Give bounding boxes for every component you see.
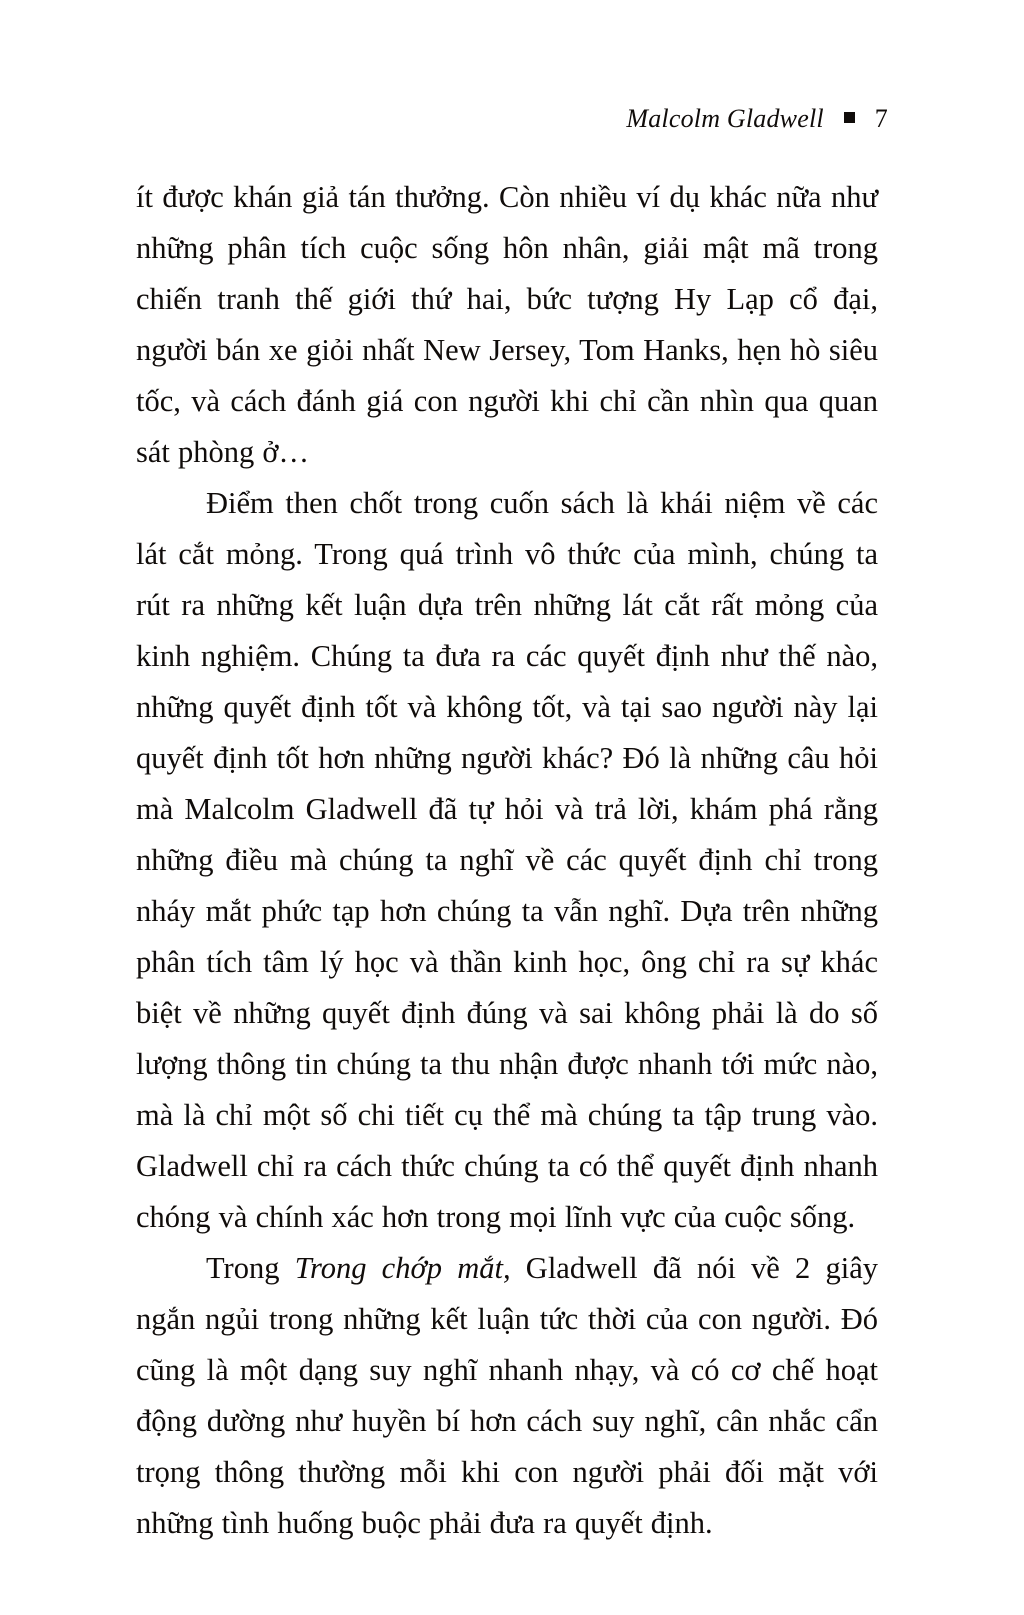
paragraph-thin-slices: Điểm then chốt trong cuốn sách là khái niệm về các lát cắt mỏng. Trong quá trình vô thức của mình, chúng ta rút ra những kết luận dựa trên những lát cắt rất mỏng của kinh nghiệm. Chúng ta đưa ra các quyết định như thế nào, những quyết định tốt và không tốt, và tại sao người này lại quyết định tốt hơn những người khác? Đó là những câu hỏi mà Malcolm Gladwell đã tự hỏi và trả lời, khám phá rằng những điều mà chúng ta nghĩ về các quyết định chỉ trong nháy mắt phức tạp hơn chúng ta vẫn nghĩ. Dựa trên những phân tích tâm lý học và thần kinh học, ông chỉ ra sự khác biệt về những quyết định đúng và sai không phải là do số lượng thông tin chúng ta thu nhận được nhanh tới mức nào, mà là chỉ một số chi tiết cụ thể mà chúng ta tập trung vào. Gladwell chỉ ra cách thức chúng ta có thể quyết định nhanh chóng và chính xác hơn trong mọi lĩnh vực của cuộc sống. xyxy=(136,486,878,1234)
paragraph-blink-rest: Gladwell đã nói về 2 giây ngắn ngủi trong những kết luận tức thời của con người. Đó cũng là một dạng suy nghĩ nhanh nhạy, và có cơ chế hoạt động dường như huyền bí hơn cách suy nghĩ, cân nhắc cẩn trọng thông thường mỗi khi con người phải đối mặt với những tình huống buộc phải đưa ra quyết định. xyxy=(136,1251,879,1540)
paragraph-continued: ít được khán giả tán thưởng. Còn nhiều ví dụ khác nữa như những phân tích cuộc sống hôn nhân, giải mật mã trong chiến tranh thế giới thứ hai, bức tượng Hy Lạp cổ đại, người bán xe giỏi nhất New Jersey, Tom Hanks, hẹn hò siêu tốc, và cách đánh giá con người khi chỉ cần nhìn qua quan sát phòng ở… xyxy=(136,180,878,469)
paragraph-blink-lead: Trong xyxy=(206,1251,295,1285)
page-number: 7 xyxy=(874,104,888,133)
paragraph-blink xyxy=(136,1243,878,1549)
running-head-author: Malcolm Gladwell xyxy=(626,104,824,133)
book-title-italic: Trong chớp mắt, xyxy=(294,1251,511,1285)
running-head xyxy=(626,104,888,134)
square-bullet-icon xyxy=(844,112,855,123)
body-text xyxy=(136,172,878,1549)
